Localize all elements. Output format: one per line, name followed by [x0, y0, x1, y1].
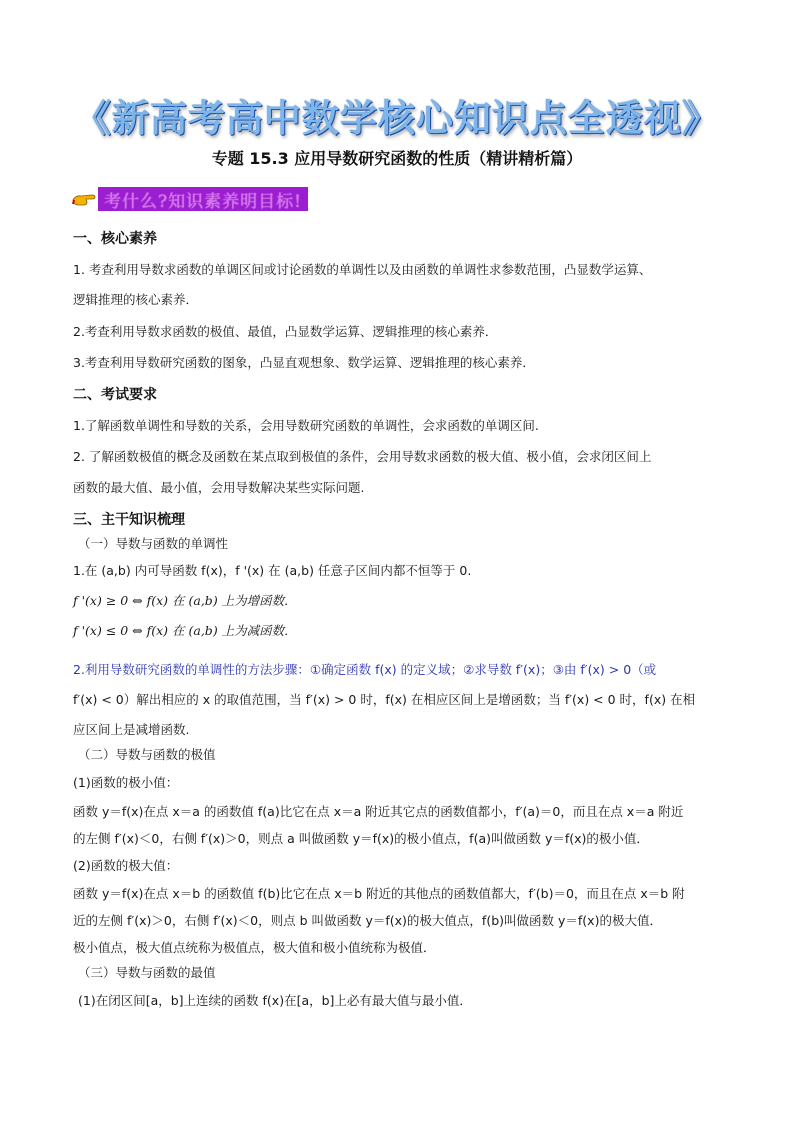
paragraph: 的左侧 f′(x)＜0，右侧 f′(x)＞0，则点 a 叫做函数 y＝f(x)的极小值点，f(a)叫做函数 y＝f(x)的极小值．	[73, 831, 649, 846]
heading-exam-requirements: 二、考试要求	[73, 387, 157, 403]
section-banner	[72, 186, 308, 212]
heading-core-literacy: 一、核心素养	[73, 231, 157, 247]
paragraph: 1.了解函数单调性和导数的关系，会用导数研究函数的单调性，会求函数的单调区间.	[73, 418, 539, 433]
subheading-monotonicity: （一）导数与函数的单调性	[78, 536, 229, 551]
paragraph: 近的左侧 f′(x)＞0，右侧 f′(x)＜0，则点 b 叫做函数 y＝f(x)的极大值点，f(b)叫做函数 y＝f(x)的极大值．	[73, 913, 662, 928]
method-steps-line1: 2.利用导数研究函数的单调性的方法步骤：①确定函数 f(x) 的定义域；②求导数 f′(x)；③由 f′(x) > 0（或	[73, 662, 657, 677]
math-line: f '(x) ≥ 0 ⇔ f(x) 在 (a,b) 上为增函数．	[73, 593, 297, 608]
paragraph: f′(x) < 0）解出相应的 x 的取值范围，当 f′(x) > 0 时，f(x) 在相应区间上是增函数；当 f′(x) < 0 时，f(x) 在相	[73, 692, 696, 707]
paragraph: 2. 了解函数极值的概念及函数在某点取到极值的条件，会用导数求函数的极大值、极小值，会求闭区间上	[73, 449, 652, 464]
pointing-hand-icon	[72, 191, 96, 207]
paragraph: 函数 y＝f(x)在点 x＝a 的函数值 f(a)比它在点 x＝a 附近其它点的函数值都小，f′(a)＝0，而且在点 x＝a 附近	[73, 804, 684, 819]
paragraph: 极小值点，极大值点统称为极值点，极大值和极小值统称为极值．	[73, 940, 436, 955]
paragraph: 函数的最大值、最小值，会用导数解决某些实际问题.	[73, 480, 365, 495]
paragraph	[73, 660, 656, 678]
paragraph: 1. 考查利用导数求函数的单调区间或讨论函数的单调性以及由函数的单调性求参数范围，凸显数学运算、	[73, 262, 652, 277]
math-line: 1.在 (a,b) 内可导函数 f(x)，f '(x) 在 (a,b) 任意子区间内都不恒等于 0.	[73, 563, 472, 578]
paragraph: 应区间上是减增函数.	[73, 722, 190, 737]
document-subtitle: 专题 15.3 应用导数研究函数的性质（精讲精析篇）	[211, 149, 583, 168]
paragraph: 逻辑推理的核心素养．	[73, 292, 199, 307]
paragraph: 函数 y＝f(x)在点 x＝b 的函数值 f(b)比它在点 x＝b 附近的其他点的函数值都大，f′(b)＝0，而且在点 x＝b 附	[73, 886, 685, 901]
banner-box	[98, 187, 308, 211]
paragraph: (1)在闭区间[a，b]上连续的函数 f(x)在[a，b]上必有最大值与最小值．	[78, 993, 472, 1008]
paragraph: (2)函数的极大值：	[73, 858, 179, 873]
subheading-extremum: （二）导数与函数的极值	[78, 747, 216, 762]
document-title: 《新高考高中数学核心知识点全透视》	[74, 97, 720, 140]
paragraph: (1)函数的极小值：	[73, 775, 179, 790]
math-line: f '(x) ≤ 0 ⇔ f(x) 在 (a,b) 上为减函数．	[73, 623, 297, 638]
paragraph: 2.考查利用导数求函数的极值、最值，凸显数学运算、逻辑推理的核心素养．	[73, 324, 498, 339]
subheading-max-min: （三）导数与函数的最值	[78, 965, 216, 980]
heading-knowledge-outline: 三、主干知识梳理	[73, 512, 185, 528]
paragraph: 3.考查利用导数研究函数的图象，凸显直观想象、数学运算、逻辑推理的核心素养．	[73, 355, 535, 370]
banner-text: 考什么?知识素养明目标!	[104, 191, 302, 212]
